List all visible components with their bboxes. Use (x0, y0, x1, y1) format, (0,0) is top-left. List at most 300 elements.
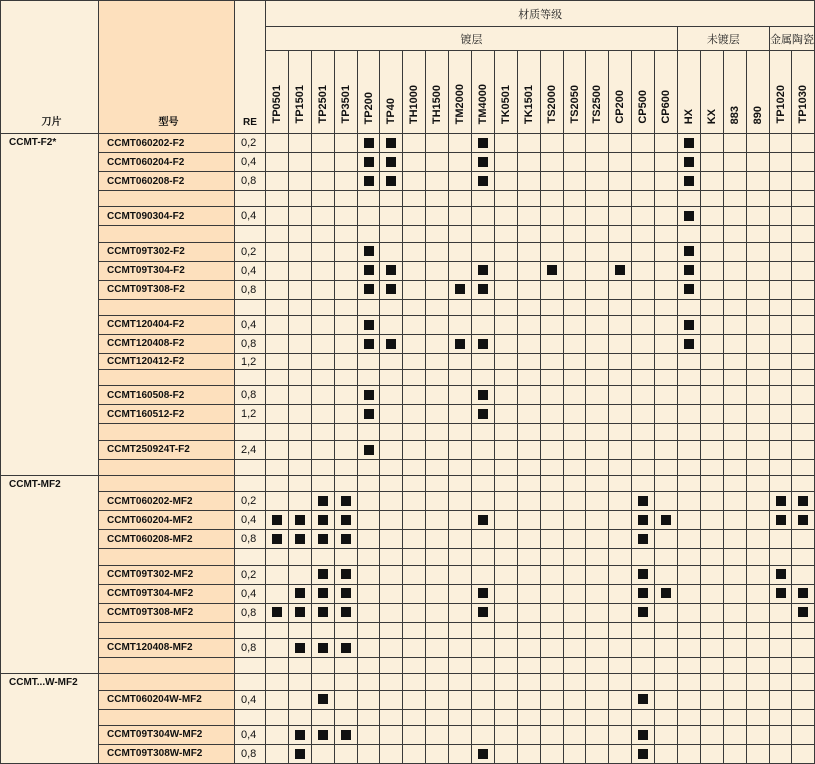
availability-marker (318, 515, 328, 525)
grade-cell (426, 476, 449, 492)
re-cell (235, 459, 266, 475)
grade-cell (700, 622, 723, 638)
grade-cell (540, 242, 563, 261)
grade-cell (723, 511, 746, 530)
grade-cell (426, 622, 449, 638)
grade-cell (632, 584, 655, 603)
grade-cell (678, 638, 701, 657)
availability-marker (478, 749, 488, 759)
model-cell: CCMT09T308-F2 (99, 280, 235, 299)
grade-cell (540, 530, 563, 549)
grade-cell (426, 440, 449, 459)
grade-cell (517, 565, 540, 584)
grade-cell (494, 315, 517, 334)
availability-marker (364, 445, 374, 455)
availability-marker (364, 246, 374, 256)
model-cell: CCMT060204-MF2 (99, 511, 235, 530)
grade-cell (494, 565, 517, 584)
grade-cell (632, 622, 655, 638)
grade-cell (655, 261, 678, 280)
grade-cell (540, 476, 563, 492)
grade-cell (334, 440, 357, 459)
grade-cell (494, 638, 517, 657)
grade-cell (426, 386, 449, 405)
table-row (1, 261, 815, 280)
grade-cell (494, 172, 517, 191)
model-cell: CCMT090304-F2 (99, 207, 235, 226)
grade-cell (311, 565, 334, 584)
grade-cell (655, 405, 678, 424)
grade-cell (609, 511, 632, 530)
grade-cell (700, 603, 723, 622)
table-row (1, 657, 815, 673)
grade-cell (449, 261, 472, 280)
grade-cell (357, 299, 380, 315)
grade-cell (586, 709, 609, 725)
grade-cell (403, 242, 426, 261)
grade-cell (586, 744, 609, 763)
grade-cell (792, 386, 815, 405)
grade-cell (700, 530, 723, 549)
grade-cell (426, 744, 449, 763)
grade-cell (426, 226, 449, 242)
grade-cell (700, 153, 723, 172)
grade-cell (769, 315, 792, 334)
grade-cell (403, 657, 426, 673)
grade-cell (563, 584, 586, 603)
grade-cell (632, 334, 655, 353)
grade-cell (632, 549, 655, 565)
grade-cell (311, 405, 334, 424)
grade-cell (426, 511, 449, 530)
availability-marker (684, 138, 694, 148)
grade-cell (517, 530, 540, 549)
grade-cell (632, 370, 655, 386)
grade-cell (700, 226, 723, 242)
grade-cell (357, 492, 380, 511)
grade-cell (494, 191, 517, 207)
availability-marker (638, 496, 648, 506)
grade-cell (472, 709, 495, 725)
grade-cell (403, 725, 426, 744)
grade-cell (632, 744, 655, 763)
grade-cell (288, 280, 311, 299)
grade-cell (700, 334, 723, 353)
grade-cell (700, 476, 723, 492)
grade-cell (678, 226, 701, 242)
grade-cell (746, 424, 769, 440)
grade-cell (334, 386, 357, 405)
grade-cell (266, 690, 289, 709)
grade-cell (334, 459, 357, 475)
availability-marker (478, 409, 488, 419)
grade-cell (334, 242, 357, 261)
grade-cell (563, 744, 586, 763)
grade-cell (266, 476, 289, 492)
grade-cell (746, 242, 769, 261)
grade-cell (769, 370, 792, 386)
grade-cell (792, 744, 815, 763)
availability-marker (364, 390, 374, 400)
grade-cell (472, 638, 495, 657)
availability-marker (341, 496, 351, 506)
grade-cell (288, 242, 311, 261)
grade-cell (494, 370, 517, 386)
grade-cell (380, 492, 403, 511)
re-cell: 0,4 (235, 584, 266, 603)
grade-cell (769, 690, 792, 709)
grade-cell (655, 353, 678, 369)
grade-cell (769, 603, 792, 622)
grade-cell (334, 226, 357, 242)
re-cell (235, 370, 266, 386)
model-cell (99, 549, 235, 565)
grade-cell (746, 226, 769, 242)
grade-cell (609, 353, 632, 369)
availability-marker (295, 534, 305, 544)
grade-cell (517, 405, 540, 424)
grade-cell (655, 744, 678, 763)
grade-cell (334, 299, 357, 315)
grade-cell (678, 603, 701, 622)
grade-cell (769, 191, 792, 207)
availability-marker (386, 339, 396, 349)
table-row (1, 153, 815, 172)
grade-cell (563, 709, 586, 725)
grade-cell (311, 370, 334, 386)
grade-cell (266, 334, 289, 353)
grade-cell (311, 690, 334, 709)
grade-cell (311, 744, 334, 763)
grade-cell (792, 690, 815, 709)
grade-cell (769, 622, 792, 638)
grade-cell (632, 405, 655, 424)
grade-cell (426, 584, 449, 603)
table-row (1, 134, 815, 153)
grade-cell (334, 657, 357, 673)
grade-cell (334, 744, 357, 763)
grade-cell (266, 492, 289, 511)
grade-cell (632, 191, 655, 207)
grade-cell (357, 511, 380, 530)
grade-cell (769, 207, 792, 226)
grade-cell (700, 492, 723, 511)
grade-cell (769, 530, 792, 549)
grade-cell (792, 207, 815, 226)
grade-cell (746, 638, 769, 657)
grade-column-header: TH1500 (426, 51, 449, 134)
grade-cell (540, 226, 563, 242)
grade-cell (700, 353, 723, 369)
grade-cell (288, 492, 311, 511)
availability-marker (684, 176, 694, 186)
grade-cell (586, 172, 609, 191)
grade-cell (769, 226, 792, 242)
grade-cell (723, 459, 746, 475)
grade-cell (655, 657, 678, 673)
grade-cell (288, 476, 311, 492)
grade-cell (563, 674, 586, 690)
grade-cell (632, 299, 655, 315)
grade-cell (494, 299, 517, 315)
grade-cell (563, 530, 586, 549)
grade-cell (632, 709, 655, 725)
grade-cell (266, 405, 289, 424)
grade-cell (586, 191, 609, 207)
grade-cell (632, 153, 655, 172)
availability-marker (318, 588, 328, 598)
grade-cell (449, 299, 472, 315)
model-cell (99, 424, 235, 440)
grade-cell (586, 530, 609, 549)
grade-cell (746, 674, 769, 690)
availability-marker (295, 749, 305, 759)
grade-cell (334, 153, 357, 172)
grade-cell (311, 226, 334, 242)
grade-cell (266, 622, 289, 638)
grade-cell (723, 226, 746, 242)
grade-cell (700, 207, 723, 226)
grade-cell (563, 386, 586, 405)
grade-cell (632, 674, 655, 690)
grade-cell (540, 584, 563, 603)
grade-cell (334, 709, 357, 725)
grade-cell (380, 242, 403, 261)
grade-cell (288, 334, 311, 353)
grade-cell (380, 191, 403, 207)
grade-cell (700, 638, 723, 657)
grade-cell (311, 709, 334, 725)
model-cell: CCMT120408-MF2 (99, 638, 235, 657)
grade-cell (678, 134, 701, 153)
availability-marker (684, 284, 694, 294)
grade-cell (655, 584, 678, 603)
grade-cell (288, 459, 311, 475)
grade-cell (426, 638, 449, 657)
grade-cell (517, 280, 540, 299)
re-cell (235, 191, 266, 207)
grade-cell (449, 530, 472, 549)
grade-cell (403, 638, 426, 657)
grade-cell (678, 690, 701, 709)
grade-cell (540, 744, 563, 763)
availability-marker (798, 588, 808, 598)
grade-cell (609, 242, 632, 261)
grade-cell (723, 622, 746, 638)
table-row (1, 459, 815, 475)
grade-cell (494, 334, 517, 353)
grade-cell (540, 690, 563, 709)
grade-column-header: TP1030 (792, 51, 815, 134)
grade-cell (403, 386, 426, 405)
model-cell (99, 476, 235, 492)
grade-cell (472, 530, 495, 549)
grade-cell (769, 549, 792, 565)
grade-cell (288, 405, 311, 424)
grade-cell (449, 334, 472, 353)
table-row (1, 386, 815, 405)
grade-cell (655, 476, 678, 492)
grade-cell (494, 530, 517, 549)
availability-marker (386, 284, 396, 294)
grade-cell (517, 459, 540, 475)
grade-cell (609, 226, 632, 242)
grade-cell (449, 476, 472, 492)
model-cell: CCMT160512-F2 (99, 405, 235, 424)
grade-cell (472, 191, 495, 207)
grade-cell (449, 191, 472, 207)
grade-cell (563, 549, 586, 565)
grade-cell (380, 657, 403, 673)
grade-cell (678, 207, 701, 226)
grade-cell (586, 207, 609, 226)
grade-cell (723, 549, 746, 565)
grade-cell (426, 492, 449, 511)
grade-cell (426, 370, 449, 386)
grade-cell (403, 622, 426, 638)
re-cell: 0,2 (235, 565, 266, 584)
grade-cell (426, 353, 449, 369)
grade-cell (266, 674, 289, 690)
re-header: RE (235, 1, 266, 134)
grade-cell (655, 511, 678, 530)
grade-cell (723, 565, 746, 584)
grade-cell (586, 280, 609, 299)
grade-cell (655, 565, 678, 584)
grade-cell (357, 459, 380, 475)
grade-cell (700, 657, 723, 673)
grade-cell (472, 511, 495, 530)
grade-cell (723, 690, 746, 709)
grade-cell (632, 565, 655, 584)
grade-cell (494, 134, 517, 153)
grade-cell (609, 690, 632, 709)
grade-cell (449, 242, 472, 261)
grade-cell (311, 530, 334, 549)
grade-cell (563, 315, 586, 334)
grade-cell (723, 584, 746, 603)
grade-cell (266, 134, 289, 153)
grade-cell (288, 657, 311, 673)
grade-cell (792, 353, 815, 369)
grade-cell (288, 370, 311, 386)
grade-cell (334, 261, 357, 280)
table-row (1, 405, 815, 424)
re-cell: 0,4 (235, 690, 266, 709)
grade-cell (678, 440, 701, 459)
availability-marker (386, 176, 396, 186)
grade-cell (288, 638, 311, 657)
grade-column-header: TK0501 (494, 51, 517, 134)
grade-cell (380, 440, 403, 459)
availability-marker (798, 515, 808, 525)
re-cell: 0,8 (235, 603, 266, 622)
availability-marker (638, 515, 648, 525)
grade-cell (403, 299, 426, 315)
grade-cell (449, 226, 472, 242)
model-cell: CCMT120404-F2 (99, 315, 235, 334)
grade-cell (563, 334, 586, 353)
grade-cell (517, 207, 540, 226)
grade-cell (700, 674, 723, 690)
grade-cell (678, 565, 701, 584)
grade-cell (334, 424, 357, 440)
grade-cell (769, 476, 792, 492)
grade-cell (334, 191, 357, 207)
grade-cell (609, 530, 632, 549)
grade-cell (769, 638, 792, 657)
availability-marker (364, 138, 374, 148)
grade-cell (540, 638, 563, 657)
grade-cell (746, 280, 769, 299)
re-cell (235, 549, 266, 565)
grade-cell (678, 459, 701, 475)
grade-cell (609, 603, 632, 622)
grade-cell (266, 549, 289, 565)
grade-cell (403, 492, 426, 511)
grade-column-header: TH1000 (403, 51, 426, 134)
grade-cell (494, 459, 517, 475)
grade-cell (426, 565, 449, 584)
grade-cell (517, 334, 540, 353)
grade-cell (563, 690, 586, 709)
insert-group-label: CCMT...W-MF2 (1, 674, 99, 764)
grade-cell (494, 622, 517, 638)
grade-cell (403, 424, 426, 440)
grade-cell (746, 334, 769, 353)
grade-cell (266, 226, 289, 242)
grade-cell (380, 134, 403, 153)
grade-cell (586, 405, 609, 424)
grade-cell (266, 386, 289, 405)
grade-cell (403, 549, 426, 565)
availability-marker (364, 339, 374, 349)
grade-cell (266, 172, 289, 191)
grade-cell (746, 530, 769, 549)
grade-cell (769, 584, 792, 603)
grade-cell (723, 153, 746, 172)
re-cell: 0,8 (235, 334, 266, 353)
grade-cell (746, 386, 769, 405)
grade-cell (563, 226, 586, 242)
model-cell (99, 459, 235, 475)
grade-cell (380, 530, 403, 549)
grade-cell (609, 207, 632, 226)
grade-cell (288, 584, 311, 603)
grade-cell (678, 370, 701, 386)
grade-cell (311, 299, 334, 315)
grade-cell (288, 207, 311, 226)
grade-cell (449, 584, 472, 603)
grade-cell (609, 440, 632, 459)
table-row (1, 549, 815, 565)
grade-cell (288, 191, 311, 207)
grade-cell (792, 657, 815, 673)
grade-cell (700, 424, 723, 440)
grade-column-header: HX (678, 51, 701, 134)
grade-cell (380, 353, 403, 369)
grade-cell (357, 638, 380, 657)
model-cell: CCMT060202-MF2 (99, 492, 235, 511)
model-cell: CCMT060208-MF2 (99, 530, 235, 549)
grade-cell (266, 370, 289, 386)
grade-cell (609, 153, 632, 172)
grade-cell (792, 709, 815, 725)
grade-cell (472, 370, 495, 386)
grade-cell (540, 191, 563, 207)
table-row (1, 492, 815, 511)
grade-cell (357, 440, 380, 459)
